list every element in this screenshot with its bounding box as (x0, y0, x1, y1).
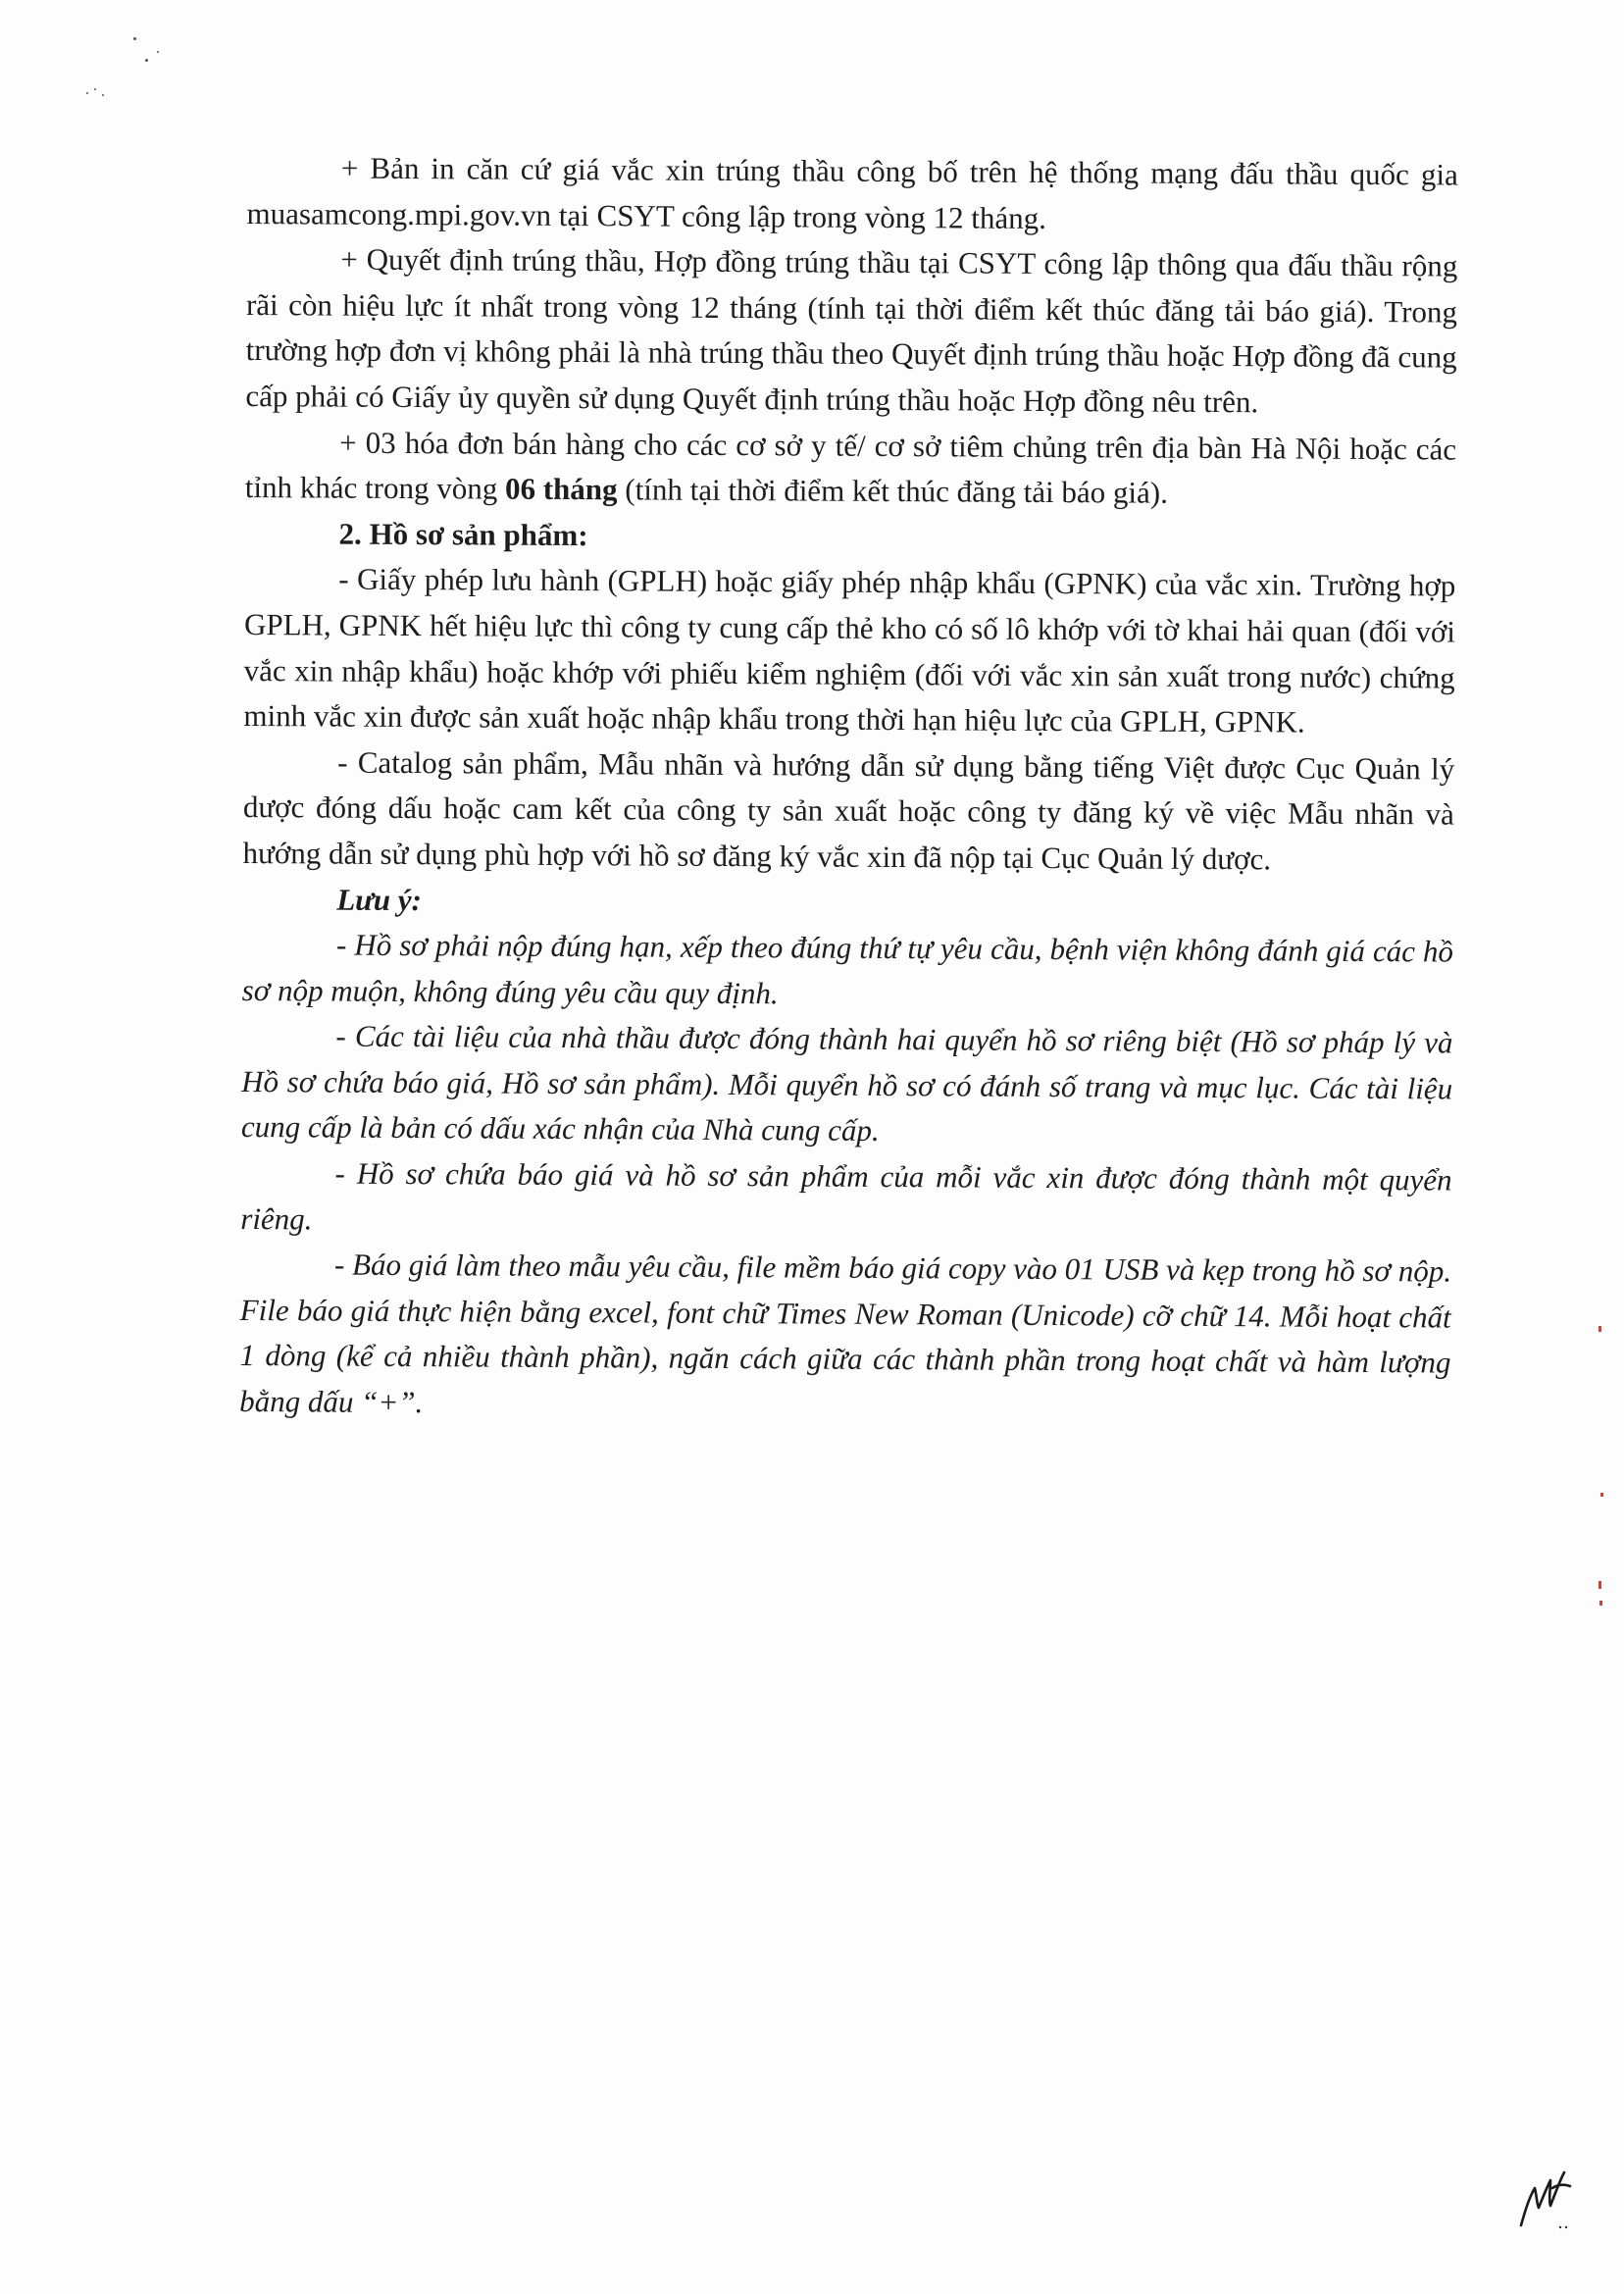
section-heading-product: 2. Hồ sơ sản phẩm: (338, 516, 588, 552)
invoice-period: 06 tháng (504, 471, 618, 507)
edge-mark (1599, 1601, 1602, 1606)
paragraph-catalog: - Catalog sản phẩm, Mẫu nhãn và hướng dẫn sử dụng bằng tiếng Việt được Cục Quản lý dược đóng dấu hoặc cam kết của công ty sản xuất hoặc công ty đăng ký về việc Mẫu nhãn và hướng dẫn sử dụng phù hợp với hồ sơ đăng ký vắc xin đã nộp tại Cục Quản lý dược. (242, 744, 1455, 877)
invoice-text-after: (tính tại thời điểm kết thúc đăng tải báo giá). (617, 472, 1169, 510)
scan-speck (145, 59, 148, 62)
paragraph-invoices (245, 420, 1457, 519)
edge-mark (1600, 1493, 1603, 1497)
edge-mark (1599, 1326, 1601, 1332)
paragraph-bid-price: + Bản in căn cứ giá vắc xin trúng thầu công bố trên hệ thống mạng đấu thầu quốc gia muasamcong.mpi.gov.vn tại CSYT công lập trong vòng 12 tháng. (246, 150, 1458, 235)
document-body (239, 145, 1458, 1432)
scan-speck (157, 51, 159, 53)
scan-speck (94, 88, 96, 90)
note-item: - Hồ sơ chứa báo giá và hồ sơ sản phẩm của mỗi vắc xin được đóng thành một quyển riêng. (240, 1155, 1452, 1237)
edge-mark (1599, 1581, 1601, 1589)
invoice-text-before: + 03 hóa đơn bán hàng cho các cơ sở y tế/ cơ sở tiêm chủng trên địa bàn Hà Nội hoặc các tỉnh khác trong vòng (244, 425, 1457, 506)
scan-speck (102, 94, 104, 96)
note-item: - Báo giá làm theo mẫu yêu cầu, file mềm báo giá copy vào 01 USB và kẹp trong hồ sơ nộp. File báo giá thực hiện bằng excel, font chữ Times New Roman (Unicode) cỡ chữ 14. Mỗi hoạt chất 1 dòng (kể cả nhiều thành phần), ngăn cách giữa các thành phần trong hoạt chất và hàm lượng bằng dấu “+”. (239, 1247, 1452, 1420)
handwritten-initials (1515, 2163, 1574, 2231)
paragraph-bid-decision: + Quyết định trúng thầu, Hợp đồng trúng thầu tại CSYT công lập thông qua đấu thầu rộng rãi còn hiệu lực ít nhất trong vòng 12 tháng (tính tại thời điểm kết thúc đăng tải báo giá). Trong trường hợp đơn vị không phải là nhà trúng thầu theo Quyết định trúng thầu hoặc Hợp đồng đã cung cấp phải có Giấy ủy quyền sử dụng Quyết định trúng thầu hoặc Hợp đồng nêu trên. (245, 241, 1458, 420)
note-item: - Hồ sơ phải nộp đúng hạn, xếp theo đúng thứ tự yêu cầu, bệnh viện không đánh giá các hồ sơ nộp muộn, không đúng yêu cầu quy định. (241, 927, 1454, 1011)
paragraph-license: - Giấy phép lưu hành (GPLH) hoặc giấy phép nhập khẩu (GPNK) của vắc xin. Trường hợp GPLH, GPNK hết hiệu lực thì công ty cung cấp thẻ kho có số lô khớp với tờ khai hải quan (đối với vắc xin nhập khẩu) hoặc khớp với phiếu kiểm nghiệm (đối với vắc xin sản xuất trong nước) chứng minh vắc xin được sản xuất hoặc nhập khẩu trong thời hạn hiệu lực của GPLH, GPNK. (243, 561, 1456, 739)
note-item: - Các tài liệu của nhà thầu được đóng thành hai quyển hồ sơ riêng biệt (Hồ sơ pháp lý và Hồ sơ chứa báo giá, Hồ sơ sản phẩm). Mỗi quyển hồ sơ có đánh số trang và mục lục. Các tài liệu cung cấp là bản có dấu xác nhận của Nhà cung cấp. (240, 1018, 1453, 1148)
note-heading: Lưu ý: (336, 882, 423, 917)
scan-speck (86, 92, 88, 94)
scan-speck (133, 37, 136, 40)
